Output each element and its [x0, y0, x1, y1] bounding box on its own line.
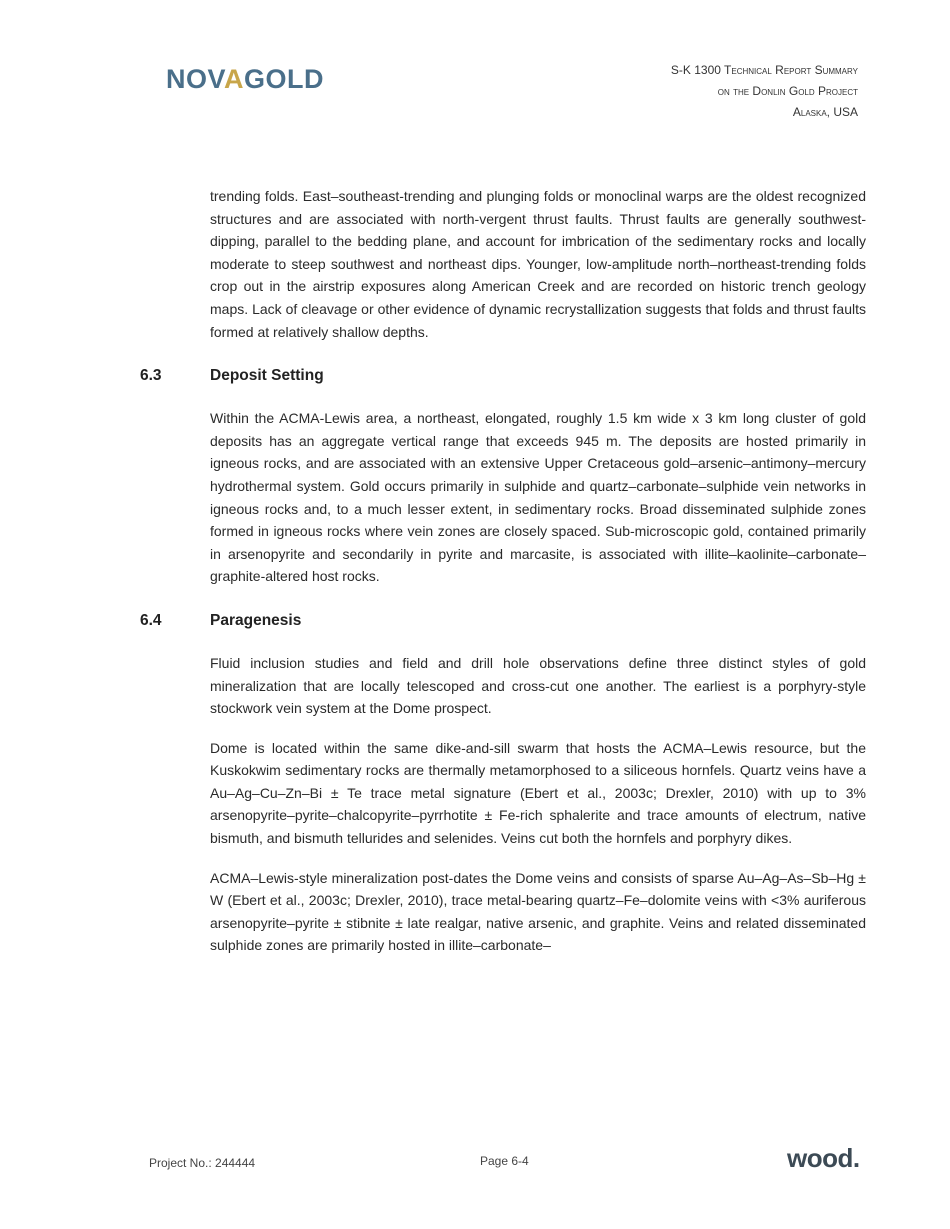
header-line-3: Alaska, USA [792, 105, 858, 119]
section-heading-6-4 [140, 612, 866, 634]
paragenesis-paragraph-3: ACMA–Lewis-style mineralization post-dates the Dome veins and consists of sparse Au–Ag–As–Sb–Hg ± W (Ebert et al., 2003c; Drexler, 2010), trace metal-bearing quartz–Fe–dolomite veins with <3% auriferous arsenopyrite–pyrite ± stibnite ± late realgar, native arsenic, and graphite. Veins and related disseminated sulphide zones are primarily hosted in illite–carbonate– [210, 869, 866, 954]
section-title: Paragenesis [210, 611, 302, 629]
section-title: Deposit Setting [210, 367, 324, 385]
logo-text-left: NOV [166, 64, 225, 94]
header-line-2: on the Donlin Gold Project [717, 84, 858, 98]
header-line-1: S-K 1300 Technical Report Summary [670, 63, 858, 77]
deposit-setting-paragraph: Within the ACMA-Lewis area, a northeast, elongated, roughly 1.5 km wide x 3 km long cluster of gold deposits has an aggregate vertical range that exceeds 945 m. The deposits are hosted primarily in igneous rocks, and are associated with an extensive Upper Cretaceous gold–arsenic–antimony–mercury hydrothermal system. Gold occurs primarily in sulphide and quartz–carbonate–sulphide vein networks in igneous rocks and, to a much lesser extent, in sedimentary rocks. Broad disseminated sulphide zones formed in igneous rocks where vein zones are closely spaced. Sub-microscopic gold, contained primarily in arsenopyrite and secondarily in pyrite and marcasite, is associated with illite–kaolinite–carbonate–graphite-altered host rocks. [210, 410, 866, 585]
intro-paragraph: trending folds. East–southeast-trending and plunging folds or monoclinal warps are the oldest recognized structures and are associated with north-vergent thrust faults. Thrust faults are generally southwest-dipping, parallel to the bedding plane, and account for imbrication of the sedimentary rocks and locally moderate to steep southwest and northeast dips. Younger, low-amplitude north–northeast-trending folds crop out in the airstrip exposures along American Creek and are recorded on historic trench geology maps. Lack of cleavage or other evidence of dynamic recrystallization suggests that folds and thrust faults formed at relatively shallow depths. [210, 188, 866, 340]
project-number: Project No.: 244444 [149, 1156, 256, 1170]
paragenesis-paragraph-1: Fluid inclusion studies and field and drill hole observations define three distinct styles of gold mineralization that are locally telescoped and cross-cut one another. The earliest is a porphyry-style stockwork vein system at the Dome prospect. [210, 654, 866, 717]
document-body [140, 185, 866, 974]
novagold-logo [166, 64, 324, 95]
paragenesis-paragraph-2: Dome is located within the same dike-and-sill swarm that hosts the ACMA–Lewis resource, but the Kuskokwim sedimentary rocks are thermally metamorphosed to a siliceous hornfels. Quartz veins have a Au–Ag–Cu–Zn–Bi ± Te trace metal signature (Ebert et al., 2003c; Drexler, 2010) with up to 3% arsenopyrite–pyrite–chalcopyrite–pyrrhotite ± Fe-rich sphalerite and trace amounts of electrum, native bismuth, and bismuth tellurides and selenides. Veins cut both the hornfels and porphyry dikes. [210, 739, 866, 847]
logo-text-right: GOLD [244, 64, 325, 94]
logo-text-accent: A [224, 64, 245, 94]
section-heading-6-3 [140, 367, 866, 389]
wood-logo: wood. [787, 1143, 860, 1173]
report-header [671, 60, 858, 123]
page-number: Page 6-4 [480, 1154, 529, 1168]
section-number: 6.3 [140, 367, 162, 385]
section-number: 6.4 [140, 611, 162, 629]
